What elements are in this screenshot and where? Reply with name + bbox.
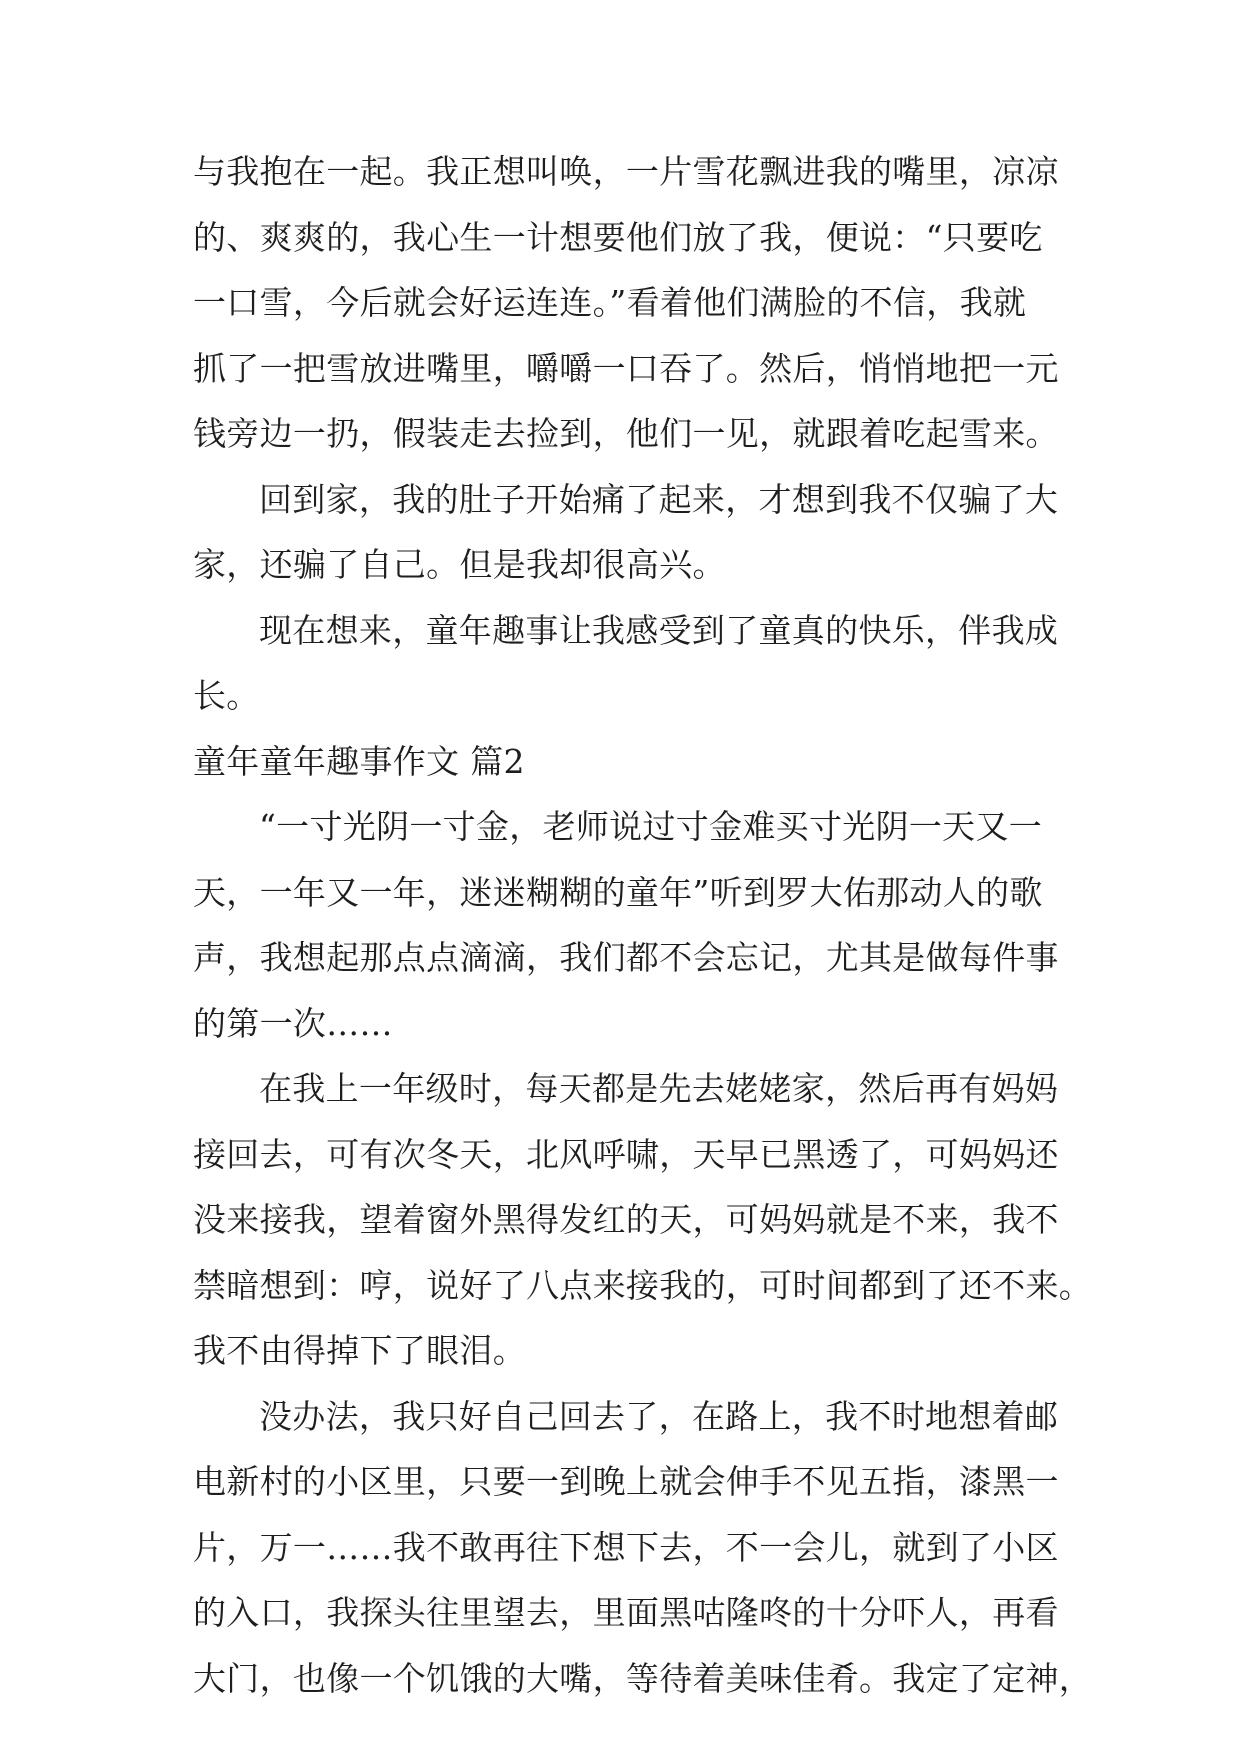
section-heading: 童年童年趣事作文 篇2 <box>193 741 525 781</box>
text-line: 没办法，我只好自己回去了，在路上，我不时地想着邮 <box>259 1396 1059 1436</box>
essay-body <box>193 139 1093 1711</box>
text-line: 电新村的小区里，只要一到晚上就会伸手不见五指，漆黑一 <box>193 1462 1059 1501</box>
text-line: 没来接我，望着窗外黑得发红的天，可妈妈就是不来，我不 <box>193 1200 1059 1239</box>
text-line: 家，还骗了自己。但是我却很高兴。 <box>193 545 726 584</box>
text-line: 钱旁边一扔，假装走去捡到，他们一见，就跟着吃起雪来。 <box>193 414 1059 453</box>
text-line: 片，万一……我不敢再往下想下去，不一会儿，就到了小区 <box>193 1527 1059 1567</box>
text-line: 现在想来，童年趣事让我感受到了童真的快乐，伴我成 <box>259 610 1059 650</box>
text-line: 回到家，我的肚子开始痛了起来，才想到我不仅骗了大 <box>259 479 1059 519</box>
text-line: 与我抱在一起。我正想叫唤，一片雪花飘进我的嘴里，凉凉 <box>193 152 1059 191</box>
text-line: 一口雪，今后就会好运连连。”看着他们满脸的不信，我就 <box>193 283 1027 322</box>
text-line: 长。 <box>193 676 260 715</box>
text-line: “一寸光阴一寸金，老师说过寸金难买寸光阴一天又一 <box>259 807 1043 846</box>
text-line: 的第一次…… <box>193 1003 393 1043</box>
text-line: 天，一年又一年，迷迷糊糊的童年”听到罗大佑那动人的歌 <box>193 872 1043 912</box>
text-line: 禁暗想到：哼，说好了八点来接我的，可时间都到了还不来。 <box>193 1265 1093 1305</box>
text-line: 的、爽爽的，我心生一计想要他们放了我，便说：“只要吃 <box>193 217 1043 257</box>
text-line: 接回去，可有次冬天，北风呼啸，天早已黑透了，可妈妈还 <box>193 1134 1059 1174</box>
text-line: 抓了一把雪放进嘴里，嚼嚼一口吞了。然后，悄悄地把一元 <box>193 348 1059 388</box>
text-line: 大门，也像一个饥饿的大嘴，等待着美味佳肴。我定了定神， <box>193 1658 1093 1698</box>
text-line: 我不由得掉下了眼泪。 <box>193 1331 526 1370</box>
text-line: 在我上一年级时，每天都是先去姥姥家，然后再有妈妈 <box>259 1069 1059 1108</box>
text-line: 的入口，我探头往里望去，里面黑咕隆咚的十分吓人，再看 <box>193 1593 1059 1632</box>
text-line: 声，我想起那点点滴滴，我们都不会忘记，尤其是做每件事 <box>193 938 1059 977</box>
